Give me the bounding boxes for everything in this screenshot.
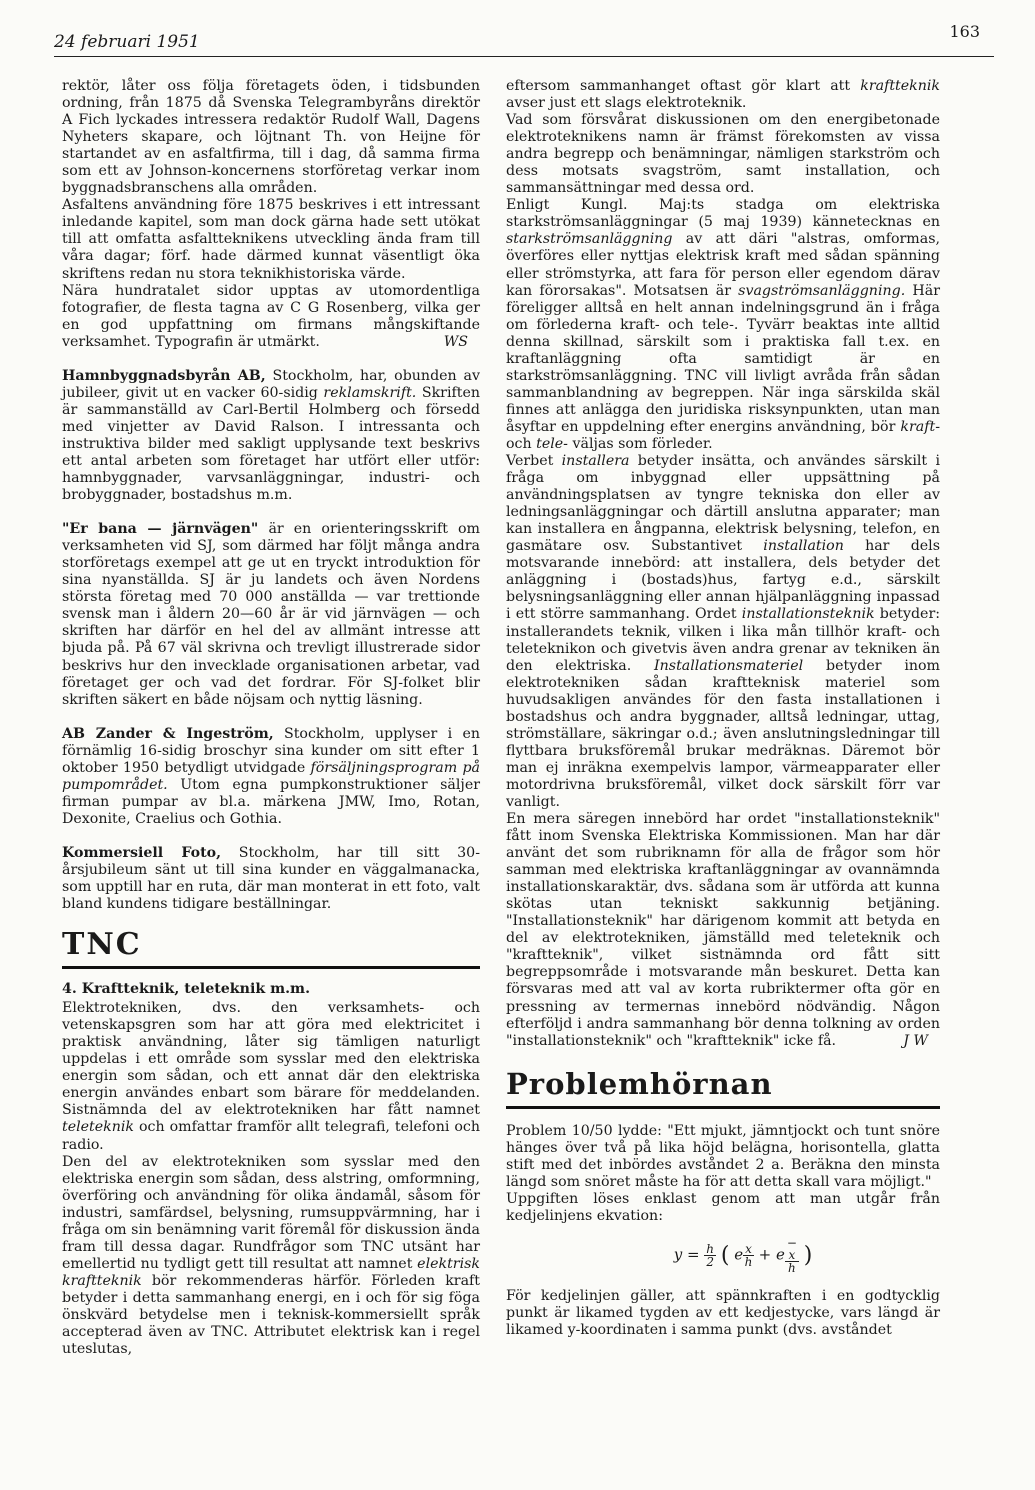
- paragraph: [506, 453, 940, 811]
- page-header: [54, 22, 994, 57]
- denominator: h: [788, 1260, 796, 1275]
- paragraph: Vad som försvårat diskussionen om den energibetonade elektroteknikens namn är främst förekomsten av vissa andra begrepp och benämningar, nämligen starkström och dess motsats svagström, samt installation, och sammansättningar med dessa ord.: [506, 112, 940, 197]
- paragraph: rektör, låter oss följa företagets öden, i tidsbunden ordning, från 1875 då Svenska Telegrambyråns direktör A Fich lyckades intressera redaktör Rudolf Wall, Dagens Nyheters skapare, och löjtnant Th. von Heijne för startandet av en asfaltfirma, till i dag, då samma firma som ett av Johnson-koncernens storföretag verkar inom byggnadsbranschens alla områden.: [62, 78, 480, 197]
- italic-text: svagströmsanläggning.: [738, 282, 906, 299]
- notice-hamnbyggnadsbyran: [62, 368, 480, 504]
- italic-text: Installationsmateriel: [654, 657, 804, 674]
- italic-text: elektrisk kraftteknik: [62, 1255, 480, 1289]
- paragraph: [506, 811, 940, 1050]
- italic-text: kraft-: [900, 418, 940, 435]
- text: bör rekommenderas härför. Förleden kraft betyder i detta sammanhang energi, en i och för sig föga önskvärd betydelse men i teknisk-kommersiellt språk accepterad även av TNC. Attributet elektrisk kan i regel uteslutas,: [62, 1272, 480, 1358]
- text: Utom egna pumpkonstruktioner säljer firman pumpar av bl.a. märkena JMW, Imo, Rotan, Dexonite, Craelius och Gothia.: [62, 776, 480, 827]
- issue-date: 24 februari 1951: [54, 32, 200, 52]
- page-number: 163: [949, 22, 980, 41]
- formula-e: e: [734, 1245, 744, 1264]
- italic-text: starkströmsanläggning: [506, 231, 673, 248]
- notice-zander-ingestrom: [62, 726, 480, 828]
- right-column: [506, 78, 940, 1339]
- text: Den del av elektrotekniken som sysslar med den elektriska energin som sådan, dess alstring, omformning, överföring och användning för olika ändamål, såsom för industri, samfärdsel, belysning, rumsuppvärmning, har i fråga om sin benämning varit föremål för diskussion ända fram till dessa dagar. Rundfrågor som TNC utsänt har emellertid nu tydligt gett till resultat att namnet: [62, 1153, 480, 1272]
- paragraph: [62, 1154, 480, 1359]
- numerator-x: x: [788, 1247, 796, 1262]
- text: Elektrotekniken, dvs. den verksamhets- och vetenskapsgren som har att göra med elektricitet i praktisk användning, låter sig tämligen naturligt uppdelas i ett område som sysslar med den elektriska energin som sådan, och ett annat där den elektriska energin användes enbart som bärare för meddelanden. Sistnämnda del av elektrotekniken har fått namnet: [62, 1000, 480, 1119]
- text: och omfattar framför allt telegrafi, telefoni och radio.: [62, 1119, 480, 1153]
- italic-text: installationsteknik: [741, 606, 875, 623]
- text: Enligt Kungl. Maj:ts stadga om elektriska starkströmsanläggningar (5 maj 1939) kännetecknas en: [506, 197, 940, 231]
- numerator: h: [706, 1241, 715, 1256]
- text: Verbet: [506, 453, 562, 470]
- text: betyder inom elektrotekniken sådan kraftteknisk materiel som huvudsakligen användes för den fasta installationen i bostadshus och andra byggnader, alltså ledningar, uttag, strömställare, säkringar o.d.; även anslutningsledningar till flyttbara bruksföremål brukar medräknas. Däremot bör man ej inräkna exempelvis lampor, värmeapparater eller motordrivna bruksföremål, vilket dock särskilt förr var vanligt.: [506, 657, 940, 810]
- section-rule: [62, 966, 480, 969]
- text: och: [506, 435, 537, 452]
- section-title-problemhornan: Problemhörnan: [506, 1066, 773, 1101]
- publication-title: "Er bana — järnvägen": [62, 521, 259, 538]
- paragraph-text: Nära hundratalet sidor upptas av utomordentliga fotografier, de flesta tagna av C G Rosenberg, vilka ger en god uppfattning om firmans mångskiftande verksamhet. Typografin är utmärkt.: [62, 282, 480, 350]
- text: väljas som förleder.: [567, 435, 713, 452]
- paragraph: Uppgiften löses enklast genom att man utgår från kedjelinjens ekvation:: [506, 1190, 940, 1224]
- paragraph: Asfaltens användning före 1875 beskrives i ett intressant inledande kapitel, som man dock gärna hade sett utökat till att omfatta asfaltteknikens utveckling ända fram till våra dagar; förf. hade därmed kunnat väsentligt öka skriftens redan nu stora teknikhistoriska värde.: [62, 197, 480, 282]
- signature: WS: [443, 333, 468, 350]
- company-name: AB Zander & Ingeström,: [62, 725, 274, 742]
- subheading: 4. Kraftteknik, teleteknik m.m.: [62, 981, 311, 998]
- text: är en orienteringsskrift om verksamheten vid SJ, som därmed har följt många andra storföretags exempel att ge ut en tryckt introduktion för sina nyanställda. SJ är ju landets och även Nordens största företag med 70 000 anställda — var trettionde svensk man i åldern 20—60 år är vid järnvägen — och skriften har därför en hel del av allmänt intresse att bjuda på. På 67 väl skrivna och trevligt illustrerade sidor beskrivs hur den invecklade organisationen arbetar, vad företaget ger och vad det fordrar. För SJ-folket blir skriften säkert en både nöjsam och nyttig läsning.: [62, 521, 480, 708]
- right-paren: ): [803, 1242, 813, 1268]
- section-rule: [506, 1106, 940, 1109]
- paragraph: [62, 283, 480, 351]
- text: Stockholm, har till sitt 30-årsjubileum sänt ut till sina kunder en väggalmanacka, som upptill har en ruta, där man monterat in ett foto, valt bland kundens tidigare beställningar.: [62, 844, 481, 913]
- denominator: 2: [706, 1254, 714, 1269]
- exponent-minus-x-over-h: [785, 1237, 799, 1274]
- paragraph: Problem 10/50 lydde: "Ett mjukt, jämntjockt och tunt snöre hänges över två på lika höjd belägna, horisontella, glatta stift med det inbördes avståndet 2 a. Beräkna den minsta längd som snöret måste ha för att detta skall vara möjligt.": [506, 1122, 940, 1190]
- text: avser just ett slags elektroteknik.: [506, 95, 747, 112]
- paragraph: [506, 78, 940, 112]
- text: Stockholm, har, obunden av jubileer, givit ut en vacker 60-sidig: [62, 367, 480, 401]
- italic-text: teleteknik: [62, 1119, 134, 1136]
- denominator: h: [744, 1254, 753, 1269]
- paragraph: [506, 197, 940, 453]
- italic-text: försäljningsprogram på pumpområdet.: [62, 759, 480, 793]
- left-paren: (: [720, 1242, 730, 1268]
- italic-text: installera: [561, 453, 630, 470]
- italic-text: installation: [763, 538, 844, 555]
- italic-text: reklamskrift.: [323, 384, 417, 401]
- text: har dels motsvarande innebörd: att installera, dels betyder det anläggning i (bostads)hus, fartyg e.d., särskilt belysningsanläggning eller annan hjälpanläggning inpassad i ett större sammanhang. Ordet: [506, 538, 940, 623]
- formula-plus-e: + e: [758, 1245, 785, 1264]
- text: eftersom sammanhanget oftast gör klart att: [506, 78, 861, 94]
- italic-text: kraftteknik: [860, 78, 940, 94]
- text: En mera säregen innebörd har ordet "installationsteknik" fått inom Svenska Elektriska Kommissionen. Man har där använt det som rubriknamn för alla de frågor som hör samman med elektriska kraftanläggningar av ovannämnda installationskaraktär, dvs. sådana som är utförda att kunna skötas utan tekniskt sakkunnig betjäning. "Installationsteknik" har därigenom kommit att betyda en del av elektrotekniken, jämställd med teleteknik och "kraftteknik", vilket sistnämnda ord fått sitt begreppsområde i motsvarande mån beskuret. Detta kan försvaras med att val av korta rubriktermer ofta gör en pressning av termernas innebörd nödvändig. Någon efterföljd i andra sammanhang bör denna tolkning av orden "installationsteknik" och "kraftteknik" icke få.: [506, 811, 940, 1049]
- paragraph: [62, 1000, 480, 1153]
- notice-er-bana: [62, 521, 480, 709]
- paragraph: För kedjelinjen gäller, att spännkraften i en godtycklig punkt är likamed tygden av ett kedjestycke, vars längd är likamed y-koordinaten i samma punkt (dvs. avståndet: [506, 1287, 940, 1339]
- notice-kommersiell-foto: [62, 845, 480, 913]
- exponent-x-over-h: [743, 1243, 754, 1268]
- text: betyder insätta, och användes särskilt i fråga om inbyggnad eller uppsättning på användningsplatsen av tyngre tekniska don eller av ledningsanläggningar och därtill anslutna apparater; man kan installera en ångpanna, elektrisk belysning, telefon, en gasmätare osv. Substantivet: [506, 453, 940, 555]
- section-title-tnc: TNC: [62, 927, 142, 963]
- text: Stockholm, upplyser i en förnämlig 16-sidig broschyr sina kunder om sitt efter 1 oktober 1950 betydligt utvidgade: [62, 725, 481, 776]
- fraction-h-over-2: [704, 1243, 716, 1268]
- numerator: x: [745, 1241, 752, 1256]
- text: betyder: installerandets teknik, vilken i lika mån tillhör kraft- och teleteknikon och givetvis även andra grenar av tekniken än den elektriska.: [506, 606, 941, 674]
- text: Skriften är sammanställd av Carl-Bertil Holmberg och försedd med vinjetter av David Ralson. I intressanta och instruktiva bilder med sakligt upplysande text beskrivs ett antal arbeten som företaget har utfört eller utför: hamnbyggnader, varvsanläggningar, industri- och brobyggnader, bostadshus m.m.: [62, 384, 480, 504]
- catenary-formula: [546, 1237, 940, 1274]
- minus-sign: −: [786, 1235, 797, 1250]
- italic-text: tele-: [536, 435, 568, 452]
- signature: J W: [903, 1032, 928, 1049]
- text: Här föreligger alltså en helt annan indelningsgrund än i fråga om förlederna kraft- och tele-. Tyvärr beaktas inte alltid denna skillnad, särskilt som i praktiska fall t.ex. en kraftanläggning ofta samtidigt är en starkströmsanläggning. TNC vill livligt avråda från sådan sammanblandning av begreppen. När inga särskilda skäl finnes att anlägga den juridiska risksynpunkten, utan man åsyftar en uppdelning efter energins användning, bör: [506, 282, 941, 435]
- text: av att däri "alstras, omformas, överföres eller nyttjas elektrisk kraft med sådan spänning eller strömstyrka, att fara för person eller egendom därav kan förorsakas". Motsatsen är: [506, 231, 940, 299]
- numerator: [785, 1237, 799, 1262]
- company-name: Kommersiell Foto,: [62, 844, 222, 861]
- formula-lhs: y =: [673, 1245, 700, 1264]
- company-name: Hamnbyggnadsbyrån AB,: [62, 367, 266, 384]
- left-column: [62, 78, 480, 1358]
